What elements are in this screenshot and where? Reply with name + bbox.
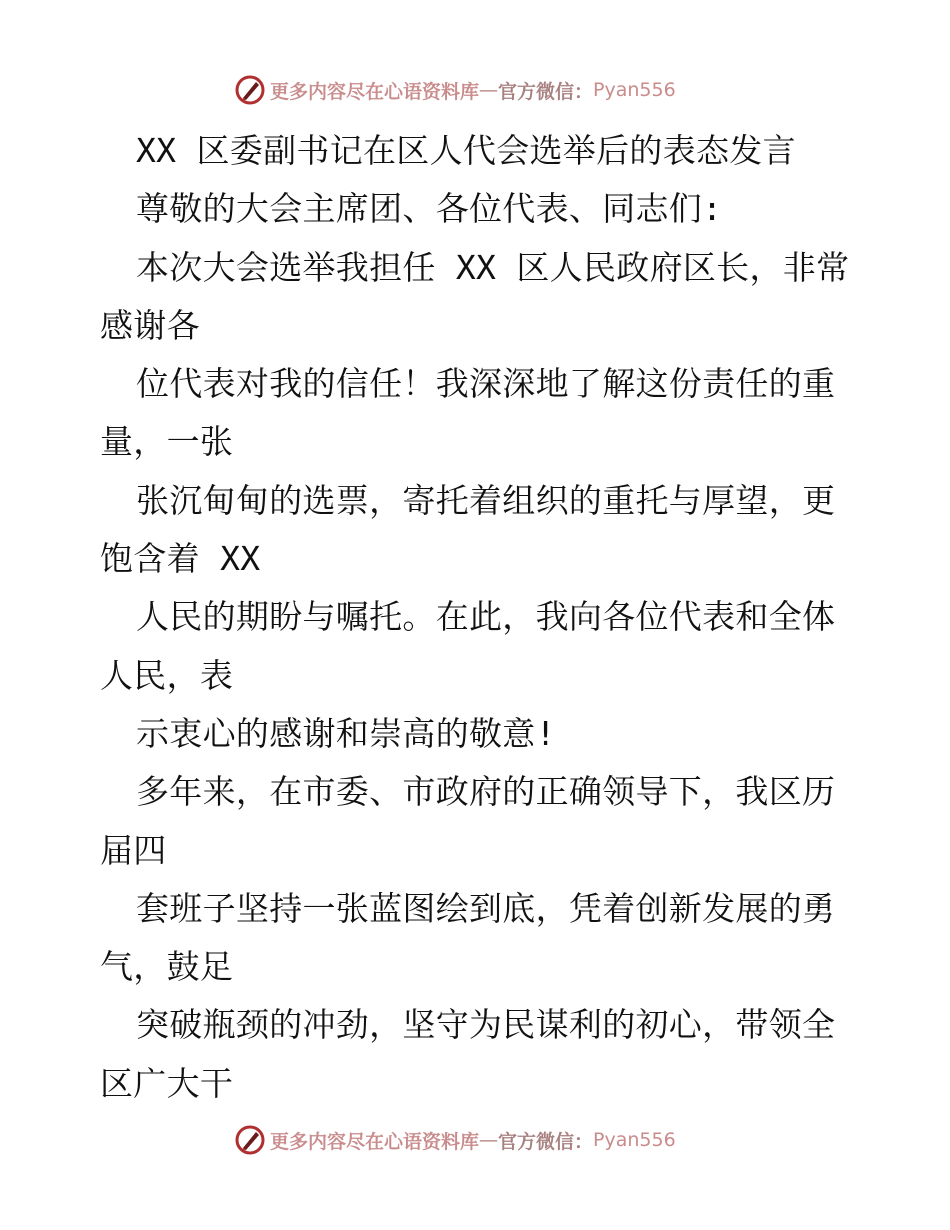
text-line: 感谢各: [100, 305, 200, 345]
text-line: 饱含着 XX: [100, 539, 261, 579]
text-line: 区广大干: [100, 1063, 234, 1103]
pen-logo-icon: [234, 1124, 266, 1156]
text-line: 人民的期盼与嘱托。在此，我向各位代表和全体: [136, 597, 836, 637]
banner-wechat-label: 官方微信：: [498, 80, 594, 103]
text-line: 人民，表: [100, 655, 234, 695]
text-line: XX 区委副书记在区人代会选举后的表态发言: [136, 131, 796, 170]
banner-main-text: 更多内容尽在心语资料库: [270, 1130, 480, 1153]
banner-separator: —: [479, 1129, 499, 1151]
document-body: [100, 122, 852, 1113]
header-banner: [234, 73, 754, 107]
banner-main-text: 更多内容尽在心语资料库: [270, 80, 480, 103]
text-line: 套班子坚持一张蓝图绘到底，凭着创新发展的勇: [136, 888, 836, 928]
text-line: 位代表对我的信任！我深深地了解这份责任的重: [136, 364, 836, 404]
pen-logo-icon: [234, 74, 266, 106]
text-line: 尊敬的大会主席团、各位代表、同志们:: [136, 189, 723, 229]
banner-wechat-id: Pyan556: [593, 1129, 676, 1151]
text-line: 张沉甸甸的选票，寄托着组织的重托与厚望，更: [136, 480, 836, 520]
text-line: 气，鼓足: [100, 947, 234, 987]
text-line: 届四: [100, 830, 167, 870]
banner-separator: —: [479, 79, 499, 101]
text-line: 突破瓶颈的冲劲，坚守为民谋利的初心，带领全: [136, 1005, 836, 1045]
banner-wechat-id: Pyan556: [593, 79, 676, 101]
text-line: 多年来，在市委、市政府的正确领导下，我区历: [136, 772, 836, 812]
banner-wechat-label: 官方微信：: [498, 1130, 594, 1153]
footer-banner: [234, 1123, 754, 1157]
text-line: 量，一张: [100, 422, 234, 462]
text-line: 示衷心的感谢和崇高的敬意!: [136, 713, 556, 753]
text-line: 本次大会选举我担任 XX 区人民政府区长，非常: [136, 247, 850, 287]
